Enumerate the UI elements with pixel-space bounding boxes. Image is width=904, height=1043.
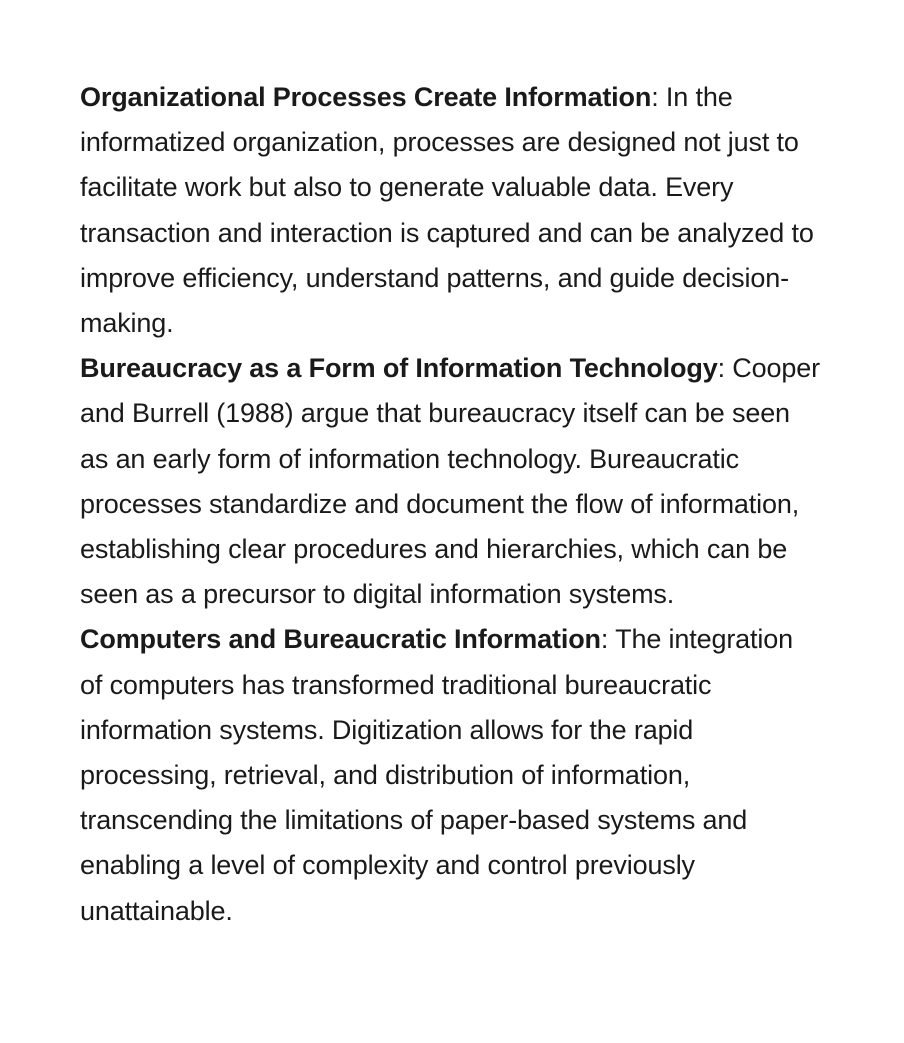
paragraph-computers-bureaucratic xyxy=(80,617,820,933)
term-separator: : xyxy=(717,353,733,384)
paragraph-text: Cooper and Burrell (1988) argue that bureaucracy itself can be seen as an early form of information technology. Bureaucratic processes standardize and document the flow of information, establishing clear procedures and hierarchies, which can be seen as a precursor to digital information systems. xyxy=(80,353,820,610)
term-heading: Organizational Processes Create Information xyxy=(80,82,652,112)
term-separator: : xyxy=(651,82,666,112)
term-heading: Computers and Bureaucratic Information xyxy=(80,624,601,655)
paragraph-text: In the informatized organization, processes are designed not just to facilitate work but also to generate valuable data. Every transaction and interaction is captured and can be analyzed to improve efficiency, understand patterns, and guide decision-making. xyxy=(80,82,814,339)
paragraph-bureaucracy-it xyxy=(80,346,820,617)
term-separator: : xyxy=(600,624,616,655)
paragraph-organizational-processes xyxy=(80,75,820,346)
term-heading: Bureaucracy as a Form of Information Technology xyxy=(80,353,718,384)
paragraph-text: The integration of computers has transformed traditional bureaucratic information systems. Digitization allows for the rapid processing, retrieval, and distribution of information, transcending the limitations of paper-based systems and enabling a level of complexity and control previously unattainable. xyxy=(80,624,793,926)
document-body xyxy=(80,75,820,934)
